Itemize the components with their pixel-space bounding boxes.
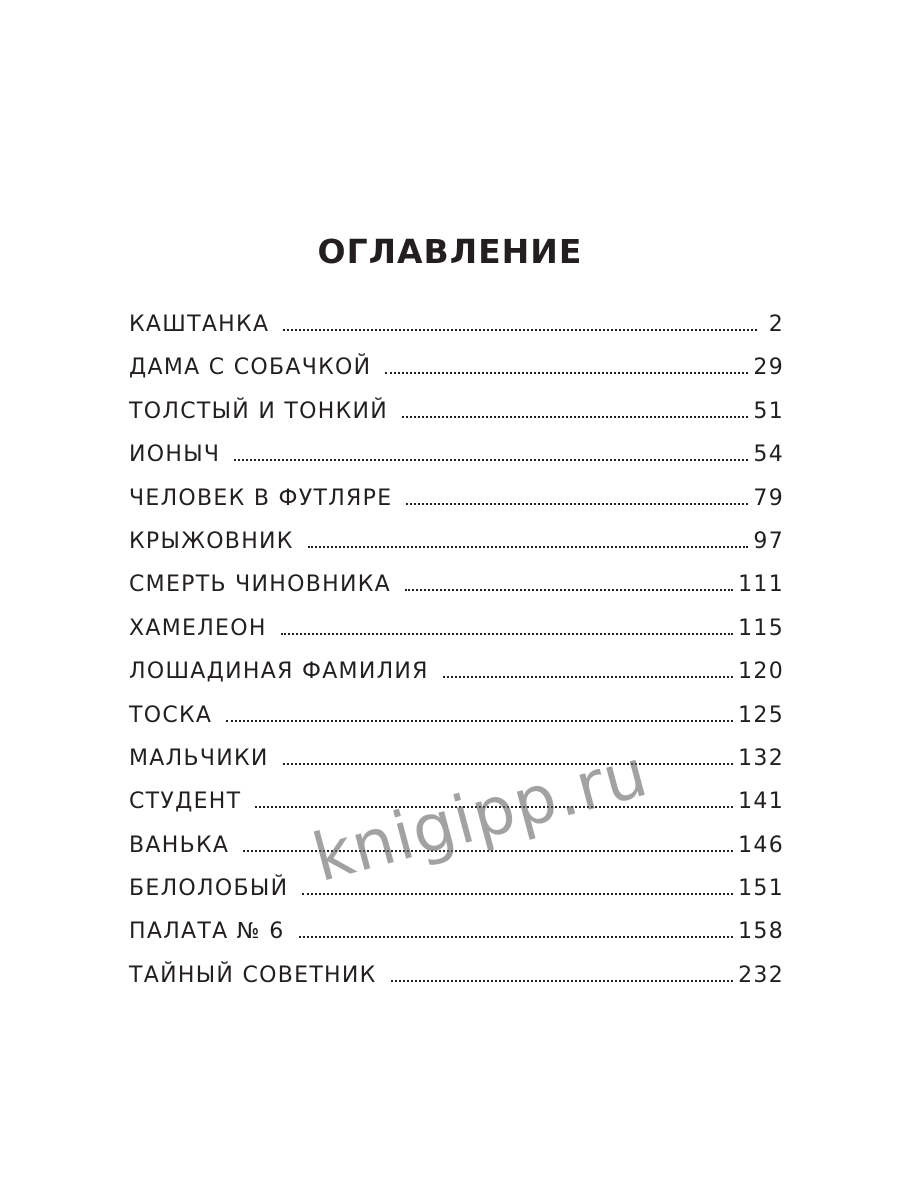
toc-dot-leader: [402, 413, 748, 418]
toc-dot-leader: [299, 933, 734, 938]
toc-entry: [129, 486, 784, 529]
toc-entry-title: ТОСКА: [129, 702, 213, 728]
toc-entry-page: 111: [738, 572, 784, 598]
watermark: knigipp.ru: [305, 734, 656, 897]
toc-entry: [129, 529, 784, 572]
toc-entry-title: СТУДЕНТ: [129, 789, 242, 815]
toc-entry: [129, 572, 784, 615]
toc-dot-leader: [405, 586, 733, 591]
toc-entry-title: ЧЕЛОВЕК В ФУТЛЯРЕ: [129, 485, 393, 511]
toc-dot-leader: [234, 456, 748, 461]
toc-entry: [129, 442, 784, 485]
toc-entry-page: 79: [753, 485, 784, 511]
toc-entry: [129, 919, 784, 962]
toc-entry: [129, 659, 784, 702]
toc-entry-page: 97: [753, 528, 784, 554]
page-title: ОГЛАВЛЕНИЕ: [317, 232, 583, 271]
toc-dot-leader: [308, 543, 749, 548]
toc-entry-title: СМЕРТЬ ЧИНОВНИКА: [129, 572, 391, 598]
toc-entry-page: 158: [738, 919, 784, 945]
toc-entry-title: ИОНЫЧ: [129, 442, 221, 468]
toc-entry: [129, 876, 784, 919]
toc-entry: [129, 616, 784, 659]
toc-entry-page: 151: [738, 876, 784, 902]
toc-entry-page: 120: [738, 659, 784, 685]
toc-entry-page: 54: [753, 442, 784, 468]
toc-dot-leader: [406, 500, 748, 505]
toc-entry-page: 141: [738, 789, 784, 815]
toc-dot-leader: [443, 673, 733, 678]
toc-dot-leader: [281, 630, 733, 635]
toc-entry-title: ХАМЕЛЕОН: [129, 615, 267, 641]
toc-entry-title: ЛОШАДИНАЯ ФАМИЛИЯ: [129, 659, 429, 685]
toc-entry-title: КРЫЖОВНИК: [129, 528, 294, 554]
toc-dot-leader: [283, 760, 733, 765]
toc-entry-title: КАШТАНКА: [129, 312, 270, 337]
toc-dot-leader: [226, 717, 733, 722]
toc-entry: [129, 312, 784, 355]
toc-entry-page: 232: [738, 962, 784, 988]
toc-entry-page: 2: [768, 312, 784, 337]
toc-entry-page: 51: [753, 398, 784, 424]
toc-entry-page: 29: [753, 355, 784, 381]
toc-dot-leader: [391, 977, 734, 982]
toc-entry-title: БЕЛОЛОБЫЙ: [129, 876, 289, 902]
toc-entry-page: 132: [738, 745, 784, 771]
toc-entry-title: ТОЛСТЫЙ И ТОНКИЙ: [129, 398, 389, 424]
toc-entry: [129, 703, 784, 746]
toc-dot-leader: [385, 369, 748, 374]
toc-entry: [129, 963, 784, 1006]
toc-entry: [129, 355, 784, 398]
toc-entry-title: ВАНЬКА: [129, 832, 230, 858]
toc-dot-leader: [283, 326, 757, 331]
toc-entry-page: 125: [738, 702, 784, 728]
toc-entry: [129, 399, 784, 442]
toc-entry-title: ДАМА С СОБАЧКОЙ: [129, 355, 372, 381]
toc-entry-title: МАЛЬЧИКИ: [129, 745, 269, 771]
toc-dot-leader: [302, 890, 733, 895]
toc-entry-page: 146: [738, 832, 784, 858]
toc-entry-title: ПАЛАТА № 6: [129, 919, 285, 945]
toc-entry-title: ТАЙНЫЙ СОВЕТНИК: [129, 962, 377, 988]
toc-entry-page: 115: [738, 615, 784, 641]
table-of-contents: [129, 312, 784, 1006]
